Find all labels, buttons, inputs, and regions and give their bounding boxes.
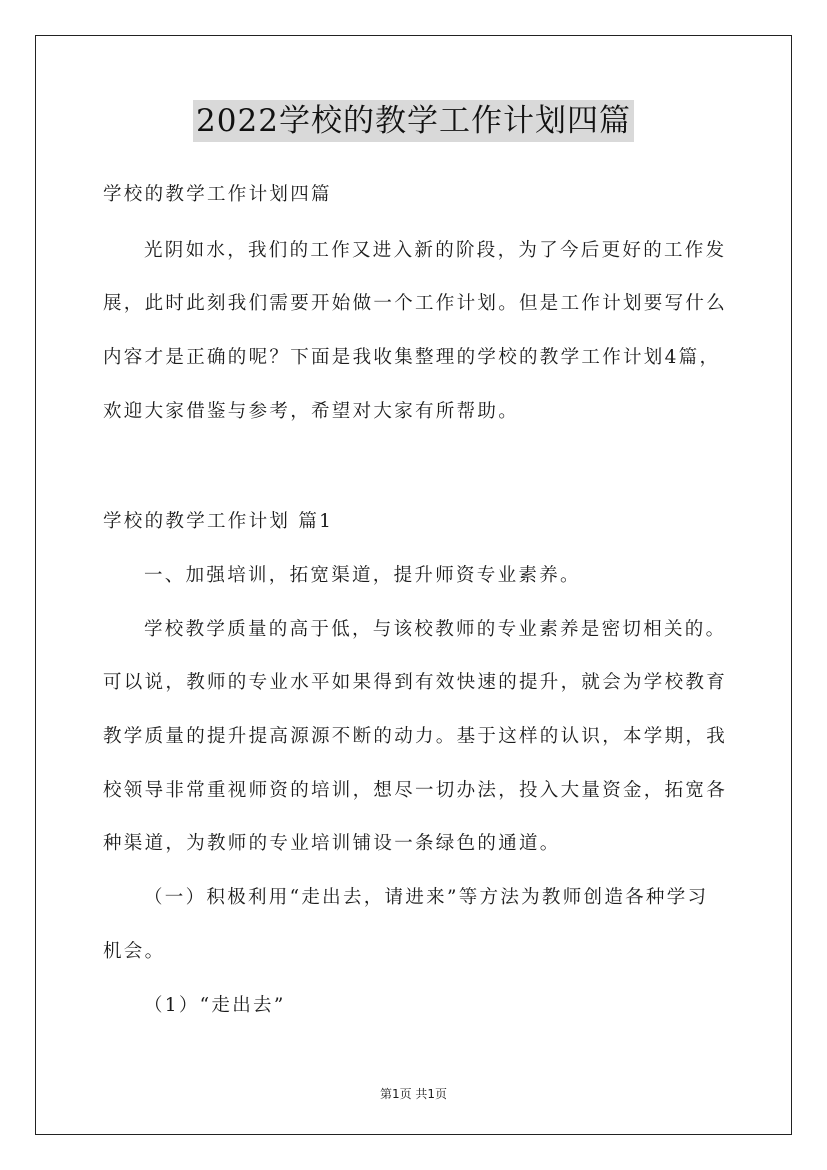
section-heading: 学校的教学工作计划 篇1 <box>103 511 334 532</box>
document-title: 2022学校的教学工作计划四篇 <box>193 100 634 142</box>
document-subtitle: 学校的教学工作计划四篇 <box>103 184 332 205</box>
paragraph-line-5: 种渠道，为教师的专业培训铺设一条绿色的通道。 <box>103 833 561 854</box>
paragraph-line-3: 教学质量的提升提高源源不断的动力。基于这样的认识，本学期，我 <box>103 726 728 747</box>
paragraph-line-2: 可以说，教师的专业水平如果得到有效快速的提升，就会为学校教育 <box>103 672 728 693</box>
sub-sub-point: （1）“走出去” <box>144 995 286 1016</box>
sub-point-line-2: 机会。 <box>103 941 166 962</box>
point-one: 一、加强培训，拓宽渠道，提升师资专业素养。 <box>144 565 581 586</box>
sub-point-line-1: （一）积极利用“走出去，请进来”等方法为教师创造各种学习 <box>144 887 709 908</box>
intro-line-1: 光阴如水，我们的工作又进入新的阶段，为了今后更好的工作发 <box>144 240 727 261</box>
intro-line-3: 内容才是正确的呢？下面是我收集整理的学校的教学工作计划4篇， <box>103 347 721 368</box>
page-footer: 第1页 共1页 <box>379 1087 448 1101</box>
paragraph-line-1: 学校教学质量的高于低，与该校教师的专业素养是密切相关的。 <box>144 619 727 640</box>
title-container <box>0 100 827 142</box>
paragraph-line-4: 校领导非常重视师资的培训，想尽一切办法，投入大量资金，拓宽各 <box>103 780 728 801</box>
intro-line-2: 展，此时此刻我们需要开始做一个工作计划。但是工作计划要写什么 <box>103 293 728 314</box>
intro-line-4: 欢迎大家借鉴与参考，希望对大家有所帮助。 <box>103 401 520 422</box>
